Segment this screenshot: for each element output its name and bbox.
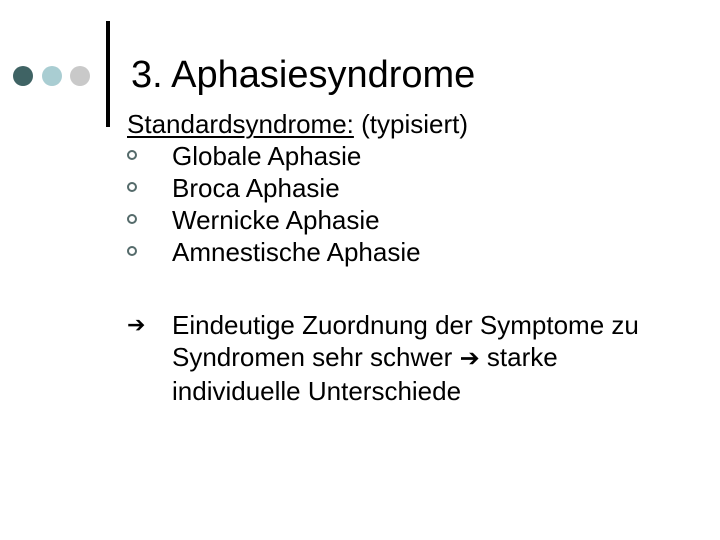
heading-underlined: Standardsyndrome: — [127, 109, 354, 139]
circle-bullet-icon — [127, 246, 137, 256]
dot-light-teal — [42, 66, 62, 86]
slide-body — [127, 108, 652, 407]
syndrome-list — [127, 140, 652, 268]
note-text-after: starke individuelle Unterschiede — [172, 342, 558, 406]
heading-suffix: (typisiert) — [353, 109, 469, 139]
circle-bullet-icon — [127, 182, 137, 192]
circle-bullet-icon — [127, 214, 137, 224]
arrow-right-icon: ➔ — [459, 345, 480, 372]
circle-bullet-icon — [127, 150, 137, 160]
conclusion-note — [127, 309, 652, 407]
slide-title: 3. Aphasiesyndrome — [131, 54, 476, 96]
list-item-text: Globale Aphasie — [172, 141, 362, 171]
list-item — [127, 236, 652, 268]
note-text-before: Eindeutige Zuordnung der Symptome zu Syndromen sehr schwer — [172, 310, 639, 372]
title-divider — [106, 21, 110, 127]
dot-dark — [13, 66, 33, 86]
list-item-text: Wernicke Aphasie — [172, 205, 380, 235]
list-item-text: Amnestische Aphasie — [172, 237, 421, 267]
list-item — [127, 172, 652, 204]
section-heading — [127, 108, 652, 140]
arrow-right-icon: ➔ — [127, 312, 146, 337]
dot-gray — [70, 66, 90, 86]
list-item — [127, 204, 652, 236]
list-item — [127, 140, 652, 172]
list-item-text: Broca Aphasie — [172, 173, 340, 203]
